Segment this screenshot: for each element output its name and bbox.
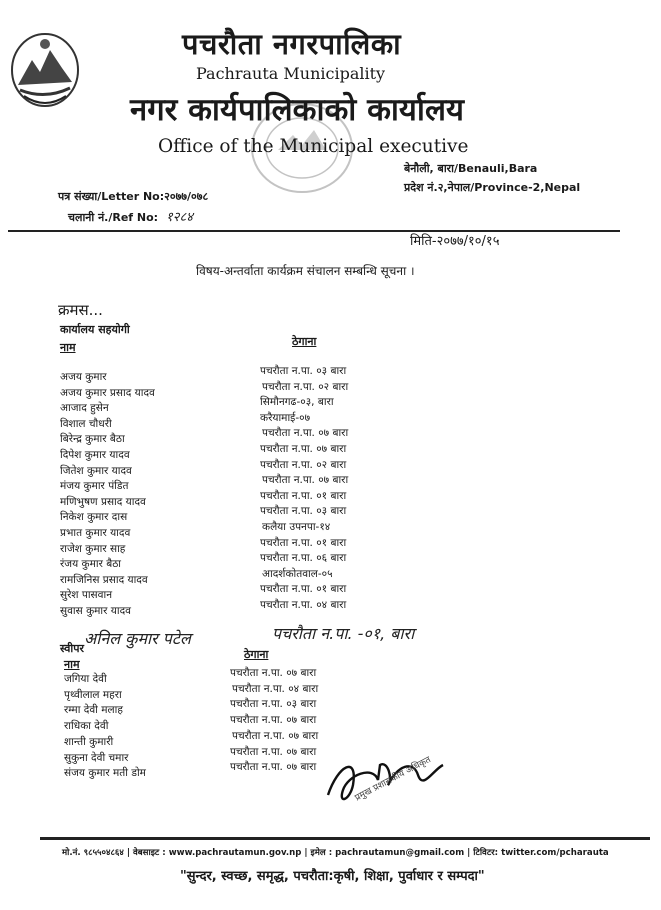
table-row-address: सिमौनगढ-०३, बारा [260, 396, 334, 409]
table-row-address: पचरौता न.पा. ०१ बारा [260, 583, 347, 596]
table-row-name: सुरेश पासवान [60, 589, 113, 602]
header-divider [8, 230, 620, 232]
subject: विषय-अन्तर्वाता कार्यक्रम संचालन सम्बन्धि सूचना । [196, 264, 415, 278]
table-row-address: करैयामाई-०७ [260, 411, 311, 424]
table-row-address: पचरौता न.पा. ०१ बारा [260, 536, 347, 549]
table-row-name: विशाल चौधरी [60, 417, 112, 430]
office-nepali: नगर कार्यपालिकाको कार्यालय [130, 92, 464, 128]
intro-text: क्रमस... [58, 301, 103, 319]
ref-no-value: १२८४ [165, 210, 193, 225]
footer-slogan: "सुन्दर, स्वच्छ, समृद्ध, पचरौता:कृषी, शिक्षा, पुर्वाधार र सम्पदा" [180, 869, 485, 884]
table-row-address: पचरौता न.पा. ०६ बारा [260, 552, 347, 565]
municipality-logo [10, 30, 80, 108]
table-row-name: राजेश कुमार साह [60, 542, 126, 555]
section2-heading: स्वीपर [60, 642, 84, 655]
table-row-address: पचरौता न.पा. ०१ बारा [260, 489, 347, 502]
table-row-address: पचरौता न.पा. ०४ बारा [260, 599, 347, 611]
table-row-name: अजय कुमार [60, 371, 107, 383]
table-row-name: जगिया देवी [64, 673, 107, 685]
table-row-address: पचरौता न.पा. ०७ बारा [230, 714, 317, 727]
table-row-address: पचरौता न.पा. ०२ बारा [260, 458, 347, 471]
table-row-name: बिरेन्द्र कुमार बैठा [60, 433, 125, 446]
table-row-name: अजय कुमार प्रसाद यादव [60, 386, 155, 399]
table-row-name: मंजय कुमार पंडित [60, 480, 129, 493]
table-row-address: पचरौता न.पा. ०४ बारा [232, 682, 319, 695]
table-row-name: दिपेश कुमार यादव [60, 449, 130, 461]
table-row-address: पचरौता न.पा. ०३ बारा [230, 698, 317, 711]
table-row-address: पचरौता न.पा. ०७ बारा [262, 474, 349, 487]
title-nepali: पचरौता नगरपालिका [182, 27, 402, 61]
section2-col-name: नाम [64, 658, 80, 671]
table-row-address: आदर्शकोतवाल-०५ [262, 567, 333, 580]
table-row-address: पचरौता न.पा. ०७ बारा [230, 761, 317, 774]
table-row-name: मणिभुषण प्रसाद यादव [60, 495, 146, 508]
section1-heading: कार्यालय सहयोगी [60, 323, 130, 336]
table-row-name: प्रभात कुमार यादव [60, 527, 131, 539]
table-row-name: आजाद हुसेन [60, 402, 109, 415]
table-row-name: सुकुना देवी चमार [64, 751, 129, 764]
table-row-name: शान्ती कुमारी [64, 735, 114, 748]
ref-no [68, 207, 193, 225]
table-row-address: कलैया उपनपा-१४ [262, 521, 331, 533]
address-line-2: प्रदेश नं.२,नेपाल/Province-2,Nepal [404, 181, 581, 194]
table-row-address: पचरौता न.पा. ०७ बारा [260, 443, 347, 455]
section1-col-address: ठेगाना [292, 335, 317, 348]
section2-col-address: ठेगाना [244, 648, 269, 661]
table-row-address: पचरौता न.पा. ०७ बारा [230, 667, 317, 679]
table-row-name: रंजय कुमार बैठा [60, 558, 122, 571]
footer-contact: मो.नं. ९८५५०४८६४ | वेबसाइट : www.pachrautamun.gov.np | इमेल : pachrautamun@gmail.com | टिविटर: twitter.com/pcharauta [62, 848, 609, 858]
table-row-name: रम्मा देवी मलाह [64, 704, 123, 717]
letter-no: पत्र संख्या/Letter No:२०७७/०७८ [58, 190, 209, 203]
ref-no-label: चलानी नं./Ref No: [68, 211, 159, 224]
table-row-name: पृथ्वीलाल महरा [64, 688, 122, 701]
signature-designation: प्रमुख प्रशासकीय अधिकृत [353, 754, 433, 804]
footer-divider [40, 837, 650, 840]
table-row-address: पचरौता न.पा. ०३ बारा [260, 365, 347, 377]
table-row-address: पचरौता न.पा. ०३ बारा [260, 505, 347, 518]
office-english: Office of the Municipal executive [158, 136, 469, 157]
date: मिति-२०७७/१०/१५ [410, 234, 500, 249]
table-row-address: पचरौता न.पा. ०७ बारा [262, 427, 349, 440]
table-row-name: सुवास कुमार यादव [60, 605, 132, 617]
handwritten-address: पचरौता न.पा. -०१, बारा [272, 624, 415, 643]
table-row-name: राधिका देवी [64, 720, 109, 733]
table-row-name: संजय कुमार मती डोम [64, 767, 146, 780]
table-row-address: पचरौता न.पा. ०७ बारा [232, 729, 319, 742]
table-row-address: पचरौता न.पा. ०७ बारा [230, 745, 317, 758]
table-row-address: पचरौता न.पा. ०२ बारा [262, 380, 349, 393]
table-row-name: रामजिनिस प्रसाद यादव [60, 573, 148, 586]
section1-col-name: नाम [60, 341, 76, 354]
title-english: Pachrauta Municipality [196, 64, 386, 83]
handwritten-name: अनिल कुमार पटेल [84, 629, 191, 648]
table-row-name: जितेश कुमार यादव [60, 464, 132, 477]
table-row-name: निकेश कुमार दास [60, 511, 128, 524]
address-line-1: बेनौली, बारा/Benauli,Bara [404, 162, 538, 175]
